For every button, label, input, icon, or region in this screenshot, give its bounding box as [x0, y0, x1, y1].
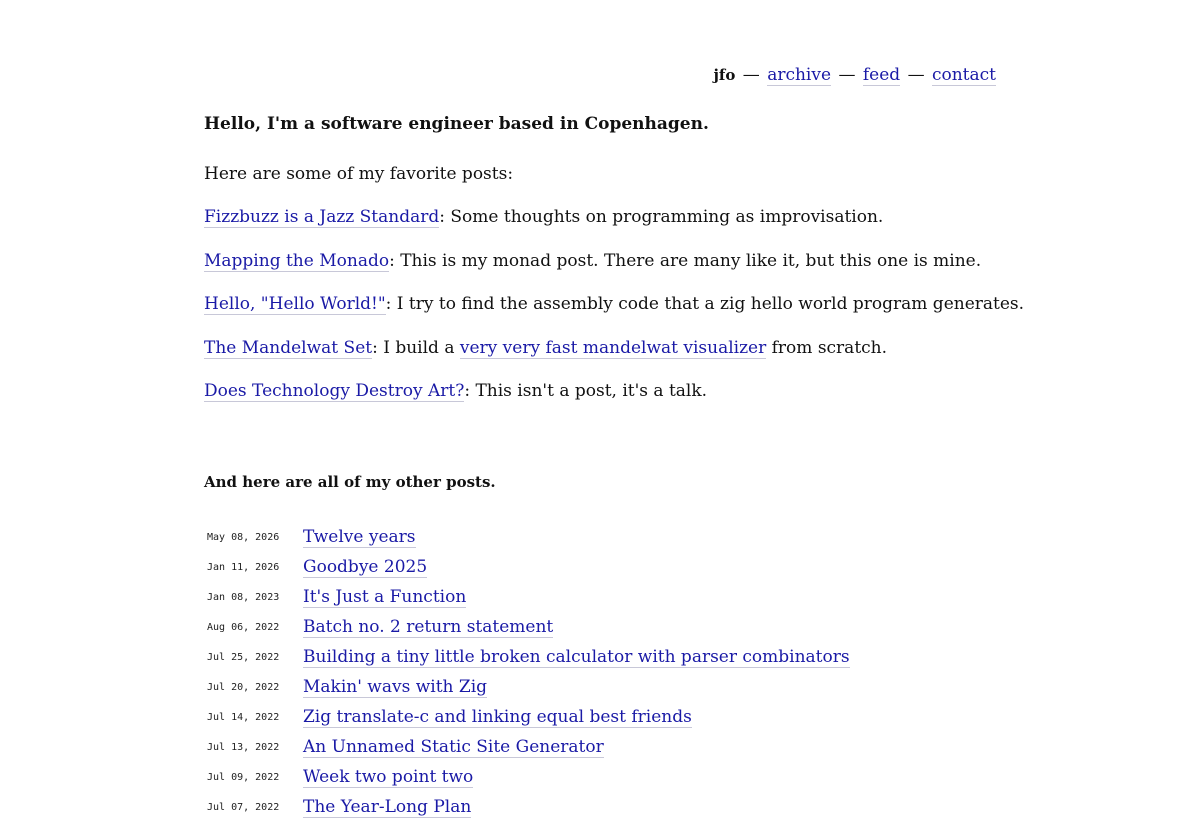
nav-separator: — — [907, 65, 925, 85]
other-posts-table — [204, 522, 850, 822]
post-row — [204, 612, 850, 642]
favorite-post-item — [204, 247, 1004, 275]
favorite-post-item — [204, 377, 1004, 405]
post-row — [204, 702, 850, 732]
post-date: Jan 11, 2026 — [207, 561, 280, 573]
post-row — [204, 552, 850, 582]
post-link[interactable]: An Unnamed Static Site Generator — [303, 737, 604, 757]
site-brand[interactable]: jfo — [713, 66, 736, 84]
post-row — [204, 582, 850, 612]
post-link[interactable]: Week two point two — [303, 767, 474, 787]
post-date: Jul 07, 2022 — [207, 801, 280, 813]
favorite-post-item — [204, 290, 1025, 318]
favorite-post-desc: : This is my monad post. There are many like it, but this one is mine. — [389, 250, 982, 271]
favorite-post-item — [204, 203, 1004, 231]
favorite-post-link[interactable]: Mapping the Monado — [204, 250, 390, 271]
post-row — [204, 792, 850, 822]
post-link[interactable]: Batch no. 2 return statement — [303, 617, 554, 637]
visualizer-link[interactable]: very very fast mandelwat visualizer — [459, 337, 767, 358]
post-link[interactable]: The Year-Long Plan — [303, 797, 472, 817]
post-date: Aug 06, 2022 — [207, 621, 280, 633]
nav-feed-link[interactable]: feed — [862, 65, 901, 85]
other-posts-heading: And here are all of my other posts. — [204, 473, 496, 491]
favorite-post-desc: : I build a — [372, 337, 460, 358]
favorites-lead: Here are some of my favorite posts: — [204, 164, 514, 184]
favorite-post-desc: : Some thoughts on programming as improvisation. — [439, 207, 884, 227]
post-date: Jul 09, 2022 — [207, 771, 280, 783]
nav-separator: — — [838, 65, 856, 85]
post-date: Jul 14, 2022 — [207, 711, 280, 723]
post-link[interactable]: Zig translate-c and linking equal best friends — [303, 707, 692, 727]
intro-text: Hello, I'm a software engineer based in Copenhagen. — [204, 114, 709, 134]
main-content — [204, 110, 1025, 817]
post-row — [204, 762, 850, 792]
nav-archive-link[interactable]: archive — [767, 65, 832, 85]
post-row — [204, 522, 850, 552]
favorite-post-item — [204, 334, 1004, 362]
post-row — [204, 672, 850, 702]
favorites-list — [204, 203, 1025, 405]
post-link[interactable]: Twelve years — [303, 527, 416, 547]
nav-separator: — — [742, 65, 760, 85]
post-row — [204, 642, 850, 672]
post-date: Jul 25, 2022 — [207, 651, 280, 663]
post-date: Jan 08, 2023 — [207, 591, 280, 603]
nav-contact-link[interactable]: contact — [931, 65, 996, 85]
post-date: May 08, 2026 — [207, 531, 280, 543]
post-link[interactable]: Makin' wavs with Zig — [303, 677, 488, 697]
favorite-post-desc: from scratch. — [766, 337, 888, 358]
post-date: Jul 13, 2022 — [207, 741, 280, 753]
post-row — [204, 732, 850, 762]
favorite-post-link[interactable]: Hello, "Hello World!" — [204, 294, 386, 314]
post-date: Jul 20, 2022 — [207, 681, 280, 693]
post-link[interactable]: Goodbye 2025 — [303, 557, 428, 577]
site-nav — [714, 64, 997, 86]
favorite-post-desc: : This isn't a post, it's a talk. — [464, 381, 708, 401]
post-link[interactable]: It's Just a Function — [303, 587, 467, 607]
favorite-post-link[interactable]: Does Technology Destroy Art? — [204, 381, 465, 401]
favorite-post-link[interactable]: Fizzbuzz is a Jazz Standard — [204, 207, 440, 227]
favorite-post-desc: : I try to find the assembly code that a zig hello world program generates. — [385, 294, 1025, 314]
post-link[interactable]: Building a tiny little broken calculator with parser combinators — [303, 647, 850, 667]
favorite-post-link[interactable]: The Mandelwat Set — [204, 337, 373, 358]
